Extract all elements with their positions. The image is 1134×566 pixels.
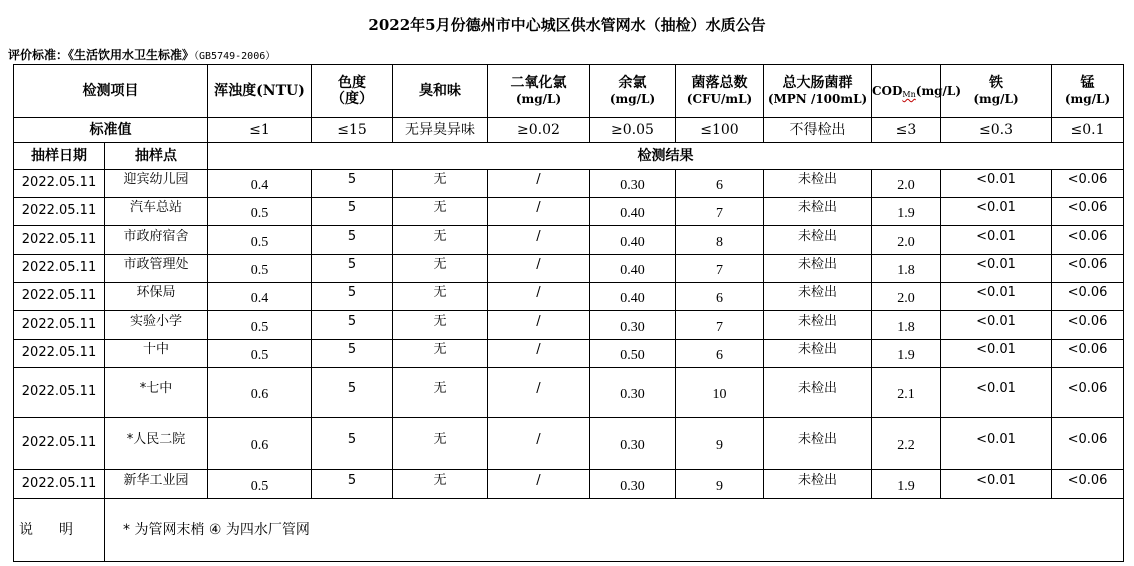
manganese-value: <0.06: [1052, 226, 1124, 255]
sample-point: 市政管理处: [105, 255, 208, 283]
iron-value: <0.01: [941, 198, 1052, 226]
colonies-value: 6: [676, 340, 764, 368]
header-row: [14, 65, 1124, 118]
sample-date: 2022.05.11: [14, 368, 105, 418]
note-label: 说明: [14, 499, 105, 562]
sample-point: *七中: [105, 368, 208, 418]
turbidity-value: 0.6: [208, 418, 312, 470]
sub-header-row: [14, 143, 1124, 170]
header-manganese: 锰 (mg/L): [1052, 65, 1124, 118]
colonies-value: 10: [676, 368, 764, 418]
table-row: [14, 418, 1124, 470]
color-value: 5: [312, 311, 393, 340]
clo2-value: /: [488, 170, 590, 198]
standard-row: [14, 118, 1124, 143]
chlorine-value: 0.40: [590, 255, 676, 283]
clo2-value: /: [488, 368, 590, 418]
color-value: 5: [312, 418, 393, 470]
clo2-value: /: [488, 198, 590, 226]
turbidity-value: 0.4: [208, 170, 312, 198]
color-value: 5: [312, 170, 393, 198]
chlorine-value: 0.40: [590, 283, 676, 311]
coliform-value: 未检出: [764, 311, 872, 340]
header-coliform: 总大肠菌群 (MPN /100mL): [764, 65, 872, 118]
odor-value: 无: [393, 255, 488, 283]
iron-value: <0.01: [941, 170, 1052, 198]
standard-code: （GB5749-2006）: [194, 51, 276, 62]
sample-date: 2022.05.11: [14, 340, 105, 368]
table-row: [14, 340, 1124, 368]
header-chlorine: 余氯 (mg/L): [590, 65, 676, 118]
clo2-value: /: [488, 255, 590, 283]
standard-value: ≤15: [312, 118, 393, 143]
header-color: 色度 （度）: [312, 65, 393, 118]
sample-point: 新华工业园: [105, 470, 208, 499]
colonies-value: 7: [676, 198, 764, 226]
header-item: 检测项目: [14, 65, 208, 118]
clo2-value: /: [488, 311, 590, 340]
page-title: 2022年5月份德州市中心城区供水管网水（抽检）水质公告: [368, 16, 766, 34]
manganese-value: <0.06: [1052, 418, 1124, 470]
chlorine-value: 0.50: [590, 340, 676, 368]
standard-value: 无异臭异味: [393, 118, 488, 143]
header-odor: 臭和味: [393, 65, 488, 118]
sample-date: 2022.05.11: [14, 226, 105, 255]
chlorine-value: 0.40: [590, 198, 676, 226]
colonies-value: 7: [676, 311, 764, 340]
iron-value: <0.01: [941, 470, 1052, 499]
standard-value: 不得检出: [764, 118, 872, 143]
chlorine-value: 0.40: [590, 226, 676, 255]
chlorine-value: 0.30: [590, 368, 676, 418]
cod-value: 1.8: [872, 255, 941, 283]
table-row: [14, 198, 1124, 226]
colonies-value: 7: [676, 255, 764, 283]
sample-point: 迎宾幼儿园: [105, 170, 208, 198]
cod-value: 1.8: [872, 311, 941, 340]
manganese-value: <0.06: [1052, 311, 1124, 340]
cod-value: 1.9: [872, 340, 941, 368]
header-cod: CODMn(mg/L): [872, 65, 941, 118]
standard-label: 评价标准：《生活饮用水卫生标准》: [8, 48, 195, 62]
sample-date: 2022.05.11: [14, 198, 105, 226]
cod-value: 2.0: [872, 283, 941, 311]
cod-value: 2.1: [872, 368, 941, 418]
odor-value: 无: [393, 470, 488, 499]
iron-value: <0.01: [941, 283, 1052, 311]
header-turbidity: 浑浊度(NTU): [208, 65, 312, 118]
header-point: 抽样点: [105, 143, 208, 170]
standard-value: ≤3: [872, 118, 941, 143]
turbidity-value: 0.5: [208, 255, 312, 283]
turbidity-value: 0.5: [208, 226, 312, 255]
color-value: 5: [312, 470, 393, 499]
coliform-value: 未检出: [764, 226, 872, 255]
turbidity-value: 0.4: [208, 283, 312, 311]
coliform-value: 未检出: [764, 470, 872, 499]
sample-date: 2022.05.11: [14, 418, 105, 470]
sample-point: 十中: [105, 340, 208, 368]
standard-value: ≤1: [208, 118, 312, 143]
standard-value: ≤100: [676, 118, 764, 143]
iron-value: <0.01: [941, 368, 1052, 418]
clo2-value: /: [488, 226, 590, 255]
color-value: 5: [312, 198, 393, 226]
table-row: [14, 368, 1124, 418]
color-value: 5: [312, 255, 393, 283]
odor-value: 无: [393, 368, 488, 418]
clo2-value: /: [488, 470, 590, 499]
table-row: [14, 170, 1124, 198]
manganese-value: <0.06: [1052, 470, 1124, 499]
sample-point: 汽车总站: [105, 198, 208, 226]
cod-value: 2.0: [872, 226, 941, 255]
table-row: [14, 311, 1124, 340]
odor-value: 无: [393, 198, 488, 226]
colonies-value: 9: [676, 470, 764, 499]
coliform-value: 未检出: [764, 283, 872, 311]
iron-value: <0.01: [941, 311, 1052, 340]
colonies-value: 6: [676, 283, 764, 311]
table-row: [14, 255, 1124, 283]
iron-value: <0.01: [941, 255, 1052, 283]
odor-value: 无: [393, 340, 488, 368]
odor-value: 无: [393, 418, 488, 470]
note-row: [14, 499, 1124, 562]
sample-date: 2022.05.11: [14, 470, 105, 499]
sample-point: *人民二院: [105, 418, 208, 470]
colonies-value: 8: [676, 226, 764, 255]
sample-point: 环保局: [105, 283, 208, 311]
evaluation-standard: [8, 46, 275, 63]
color-value: 5: [312, 226, 393, 255]
sample-point: 实验小学: [105, 311, 208, 340]
turbidity-value: 0.6: [208, 368, 312, 418]
standard-value: ≤0.3: [941, 118, 1052, 143]
sample-date: 2022.05.11: [14, 283, 105, 311]
header-date: 抽样日期: [14, 143, 105, 170]
data-rows: [14, 170, 1124, 499]
header-clo2: 二氧化氯 (mg/L): [488, 65, 590, 118]
cod-value: 2.2: [872, 418, 941, 470]
turbidity-value: 0.5: [208, 311, 312, 340]
iron-value: <0.01: [941, 226, 1052, 255]
colonies-value: 6: [676, 170, 764, 198]
color-value: 5: [312, 283, 393, 311]
water-quality-table: [13, 64, 1124, 562]
clo2-value: /: [488, 340, 590, 368]
odor-value: 无: [393, 170, 488, 198]
color-value: 5: [312, 340, 393, 368]
header-results: 检测结果: [208, 143, 1124, 170]
cod-value: 2.0: [872, 170, 941, 198]
cod-value: 1.9: [872, 198, 941, 226]
sample-point: 市政府宿舍: [105, 226, 208, 255]
header-colonies: 菌落总数 (CFU/mL): [676, 65, 764, 118]
iron-value: <0.01: [941, 340, 1052, 368]
header-iron: 铁 (mg/L): [941, 65, 1052, 118]
odor-value: 无: [393, 283, 488, 311]
chlorine-value: 0.30: [590, 170, 676, 198]
coliform-value: 未检出: [764, 418, 872, 470]
manganese-value: <0.06: [1052, 340, 1124, 368]
odor-value: 无: [393, 226, 488, 255]
cod-value: 1.9: [872, 470, 941, 499]
turbidity-value: 0.5: [208, 198, 312, 226]
coliform-value: 未检出: [764, 255, 872, 283]
colonies-value: 9: [676, 418, 764, 470]
standard-value: ≥0.02: [488, 118, 590, 143]
color-value: 5: [312, 368, 393, 418]
clo2-value: /: [488, 283, 590, 311]
table-row: [14, 226, 1124, 255]
sample-date: 2022.05.11: [14, 255, 105, 283]
turbidity-value: 0.5: [208, 470, 312, 499]
chlorine-value: 0.30: [590, 311, 676, 340]
iron-value: <0.01: [941, 418, 1052, 470]
manganese-value: <0.06: [1052, 198, 1124, 226]
manganese-value: <0.06: [1052, 283, 1124, 311]
table-row: [14, 470, 1124, 499]
standard-value: ≥0.05: [590, 118, 676, 143]
clo2-value: /: [488, 418, 590, 470]
coliform-value: 未检出: [764, 340, 872, 368]
standard-row-label: 标准值: [14, 118, 208, 143]
note-text: * 为管网末梢 ④ 为四水厂管网: [105, 499, 1124, 562]
odor-value: 无: [393, 311, 488, 340]
manganese-value: <0.06: [1052, 368, 1124, 418]
sample-date: 2022.05.11: [14, 170, 105, 198]
coliform-value: 未检出: [764, 198, 872, 226]
chlorine-value: 0.30: [590, 470, 676, 499]
coliform-value: 未检出: [764, 368, 872, 418]
chlorine-value: 0.30: [590, 418, 676, 470]
table-row: [14, 283, 1124, 311]
manganese-value: <0.06: [1052, 170, 1124, 198]
standard-value: ≤0.1: [1052, 118, 1124, 143]
turbidity-value: 0.5: [208, 340, 312, 368]
coliform-value: 未检出: [764, 170, 872, 198]
manganese-value: <0.06: [1052, 255, 1124, 283]
sample-date: 2022.05.11: [14, 311, 105, 340]
